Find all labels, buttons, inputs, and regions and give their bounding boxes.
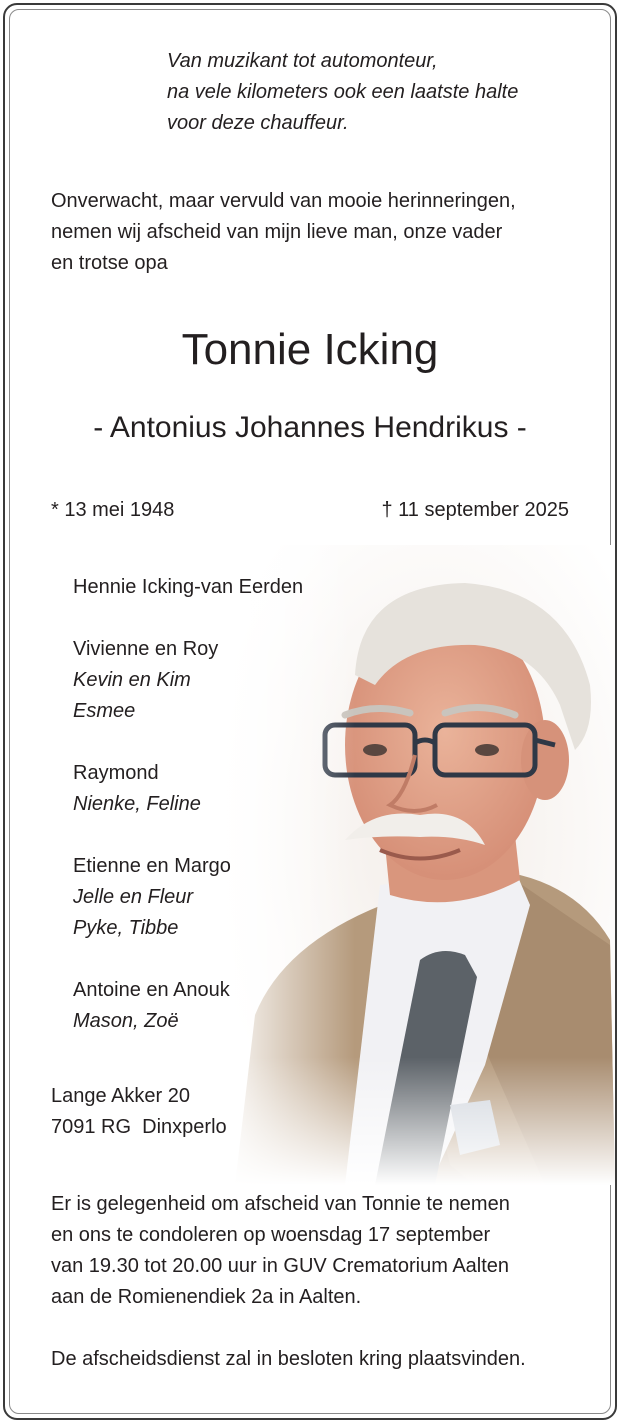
- motto-line: na vele kilometers ook een laatste halte: [167, 81, 519, 103]
- address-street: Lange Akker 20: [51, 1085, 190, 1107]
- grandchildren: Kevin en Kim: [73, 669, 191, 691]
- motto-line: Van muzikant tot automonteur,: [167, 50, 438, 72]
- grandchildren: Nienke, Feline: [73, 793, 201, 815]
- deceased-full-name: - Antonius Johannes Hendrikus -: [93, 411, 527, 444]
- intro-line: Onverwacht, maar vervuld van mooie herinneringen,: [51, 190, 516, 212]
- visitation-line: aan de Romienendiek 2a in Aalten.: [51, 1286, 362, 1308]
- family-group: [73, 758, 373, 820]
- intro-line: nemen wij afscheid van mijn lieve man, onze vader: [51, 221, 503, 243]
- motto-line: voor deze chauffeur.: [167, 112, 349, 134]
- birth-date: * 13 mei 1948: [51, 499, 175, 521]
- family-names: Hennie Icking-van Eerden: [73, 576, 304, 598]
- family-names: Raymond: [73, 762, 159, 784]
- grandchildren: Pyke, Tibbe: [73, 917, 179, 939]
- visitation-info: [51, 1189, 571, 1313]
- intro-text: [51, 186, 581, 279]
- service-note: De afscheidsdienst zal in besloten kring plaatsvinden.: [51, 1348, 526, 1370]
- grandchildren: Esmee: [73, 700, 136, 722]
- family-names: Antoine en Anouk: [73, 979, 230, 1001]
- family-names: Vivienne en Roy: [73, 638, 219, 660]
- family-group: [73, 975, 373, 1037]
- visitation-line: Er is gelegenheid om afscheid van Tonnie te nemen: [51, 1193, 510, 1215]
- visitation-line: van 19.30 tot 20.00 uur in GUV Crematorium Aalten: [51, 1255, 510, 1277]
- family-group: [73, 572, 373, 603]
- family-list: [73, 572, 373, 1037]
- deceased-name: Tonnie Icking: [181, 325, 439, 374]
- death-date: † 11 september 2025: [381, 499, 569, 521]
- address-city: 7091 RG Dinxperlo: [51, 1116, 227, 1138]
- motto-poem: [167, 46, 587, 139]
- family-group: [73, 634, 373, 727]
- correspondence-address: [51, 1081, 227, 1143]
- visitation-line: en ons te condoleren op woensdag 17 september: [51, 1224, 491, 1246]
- family-group: [73, 851, 373, 944]
- family-names: Etienne en Margo: [73, 855, 231, 877]
- intro-line: en trotse opa: [51, 252, 168, 274]
- grandchildren: Jelle en Fleur: [73, 886, 194, 908]
- grandchildren: Mason, Zoë: [73, 1010, 179, 1032]
